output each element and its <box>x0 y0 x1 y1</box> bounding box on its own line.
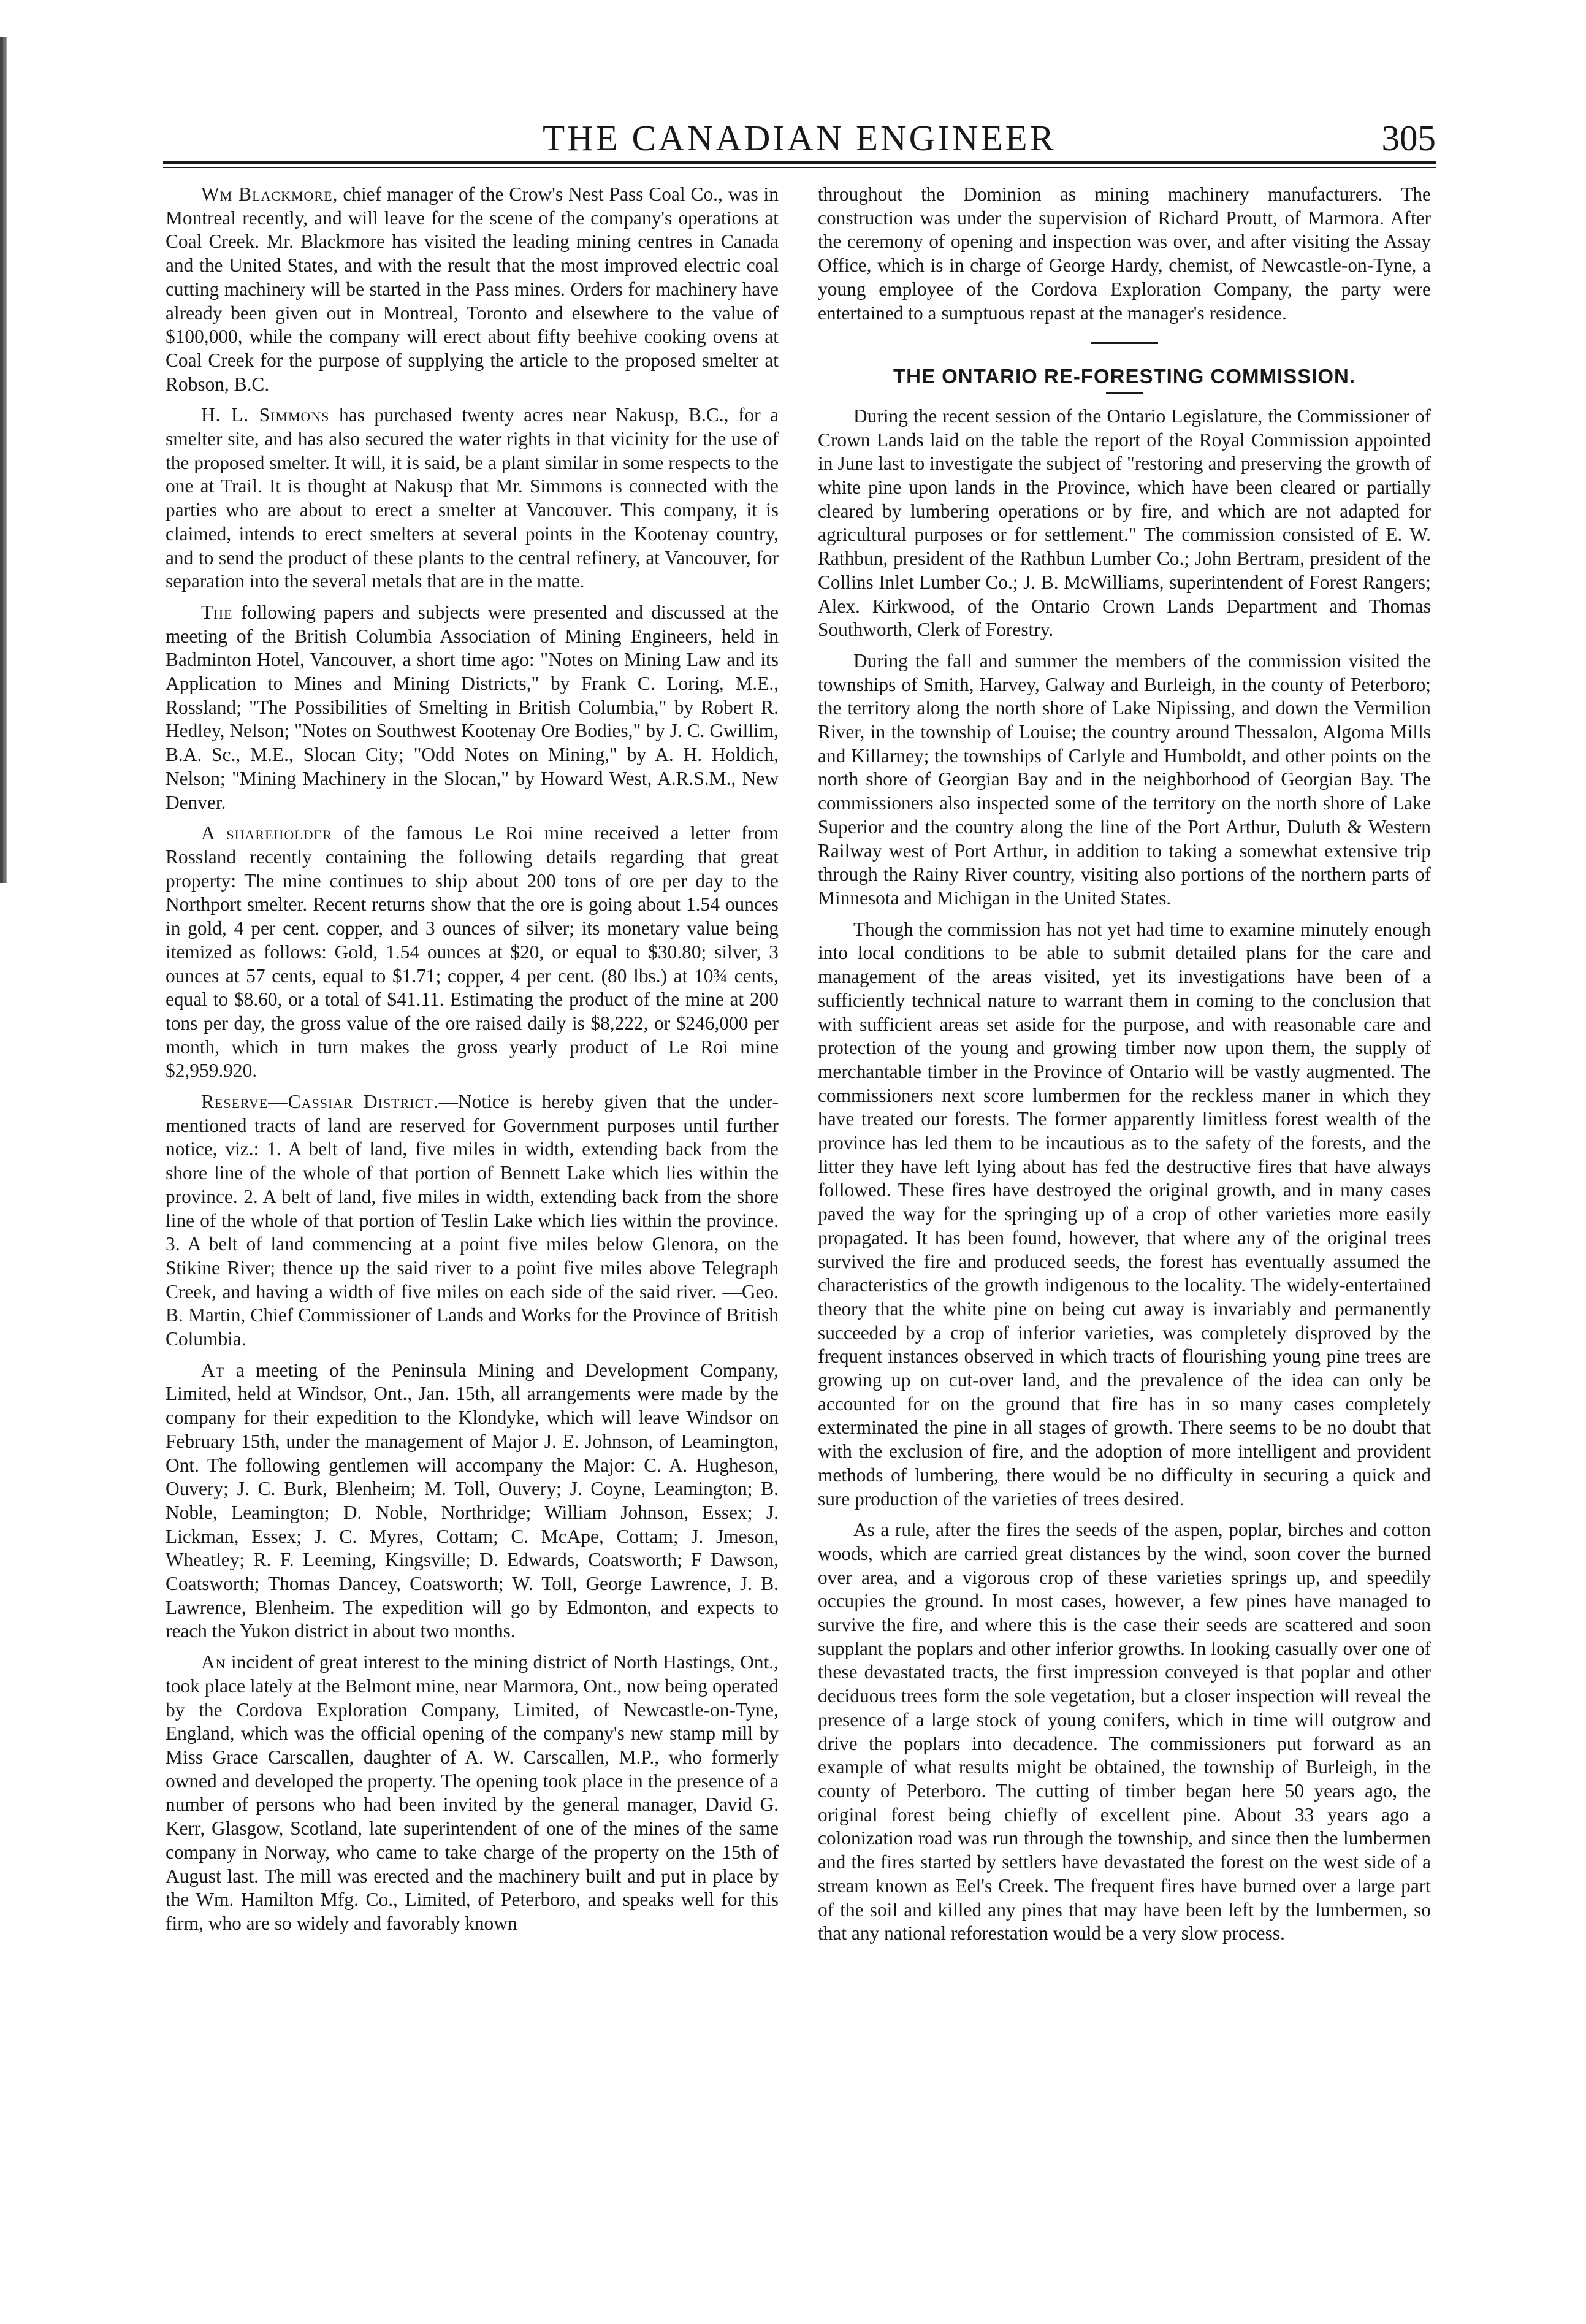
lead-in: At <box>201 1359 225 1381</box>
paragraph-cassiar-reserve <box>166 1090 779 1351</box>
paragraph-peninsula-mining <box>166 1359 779 1643</box>
lead-in: H. L. Simmons <box>201 404 330 426</box>
paragraph-commission-report: During the recent session of the Ontario Legislature, the Commissioner of Crown Lands laid on the table the report of the Royal Commission appointed in June last to investigate the subject of "restoring and preserving the growth of white pine upon lands in the Province, which have been cleared or partially cleared by lumbering operations or by fire, and which are not adapted for agricultural purposes or for settlement." The commission consisted of E. W. Rathbun, president of the Rathbun Lumber Co.; John Bertram, president of the Collins Inlet Lumber Co.; J. B. McWilliams, superintendent of Forest Rangers; Alex. Kirkwood, of the Ontario Crown Lands Department and Thomas Southworth, Clerk of Forestry. <box>818 405 1431 641</box>
paragraph-text: incident of great interest to the mining district of North Hastings, Ont., took place lately at the Belmont mine, near Marmora, Ont., now being operated by the Cordova Exploration Company, Limited, of Newcastle-on-Tyne, England, which was the official opening of the company's new stamp mill by Miss Grace Carscallen, daughter of A. W. Carscallen, M.P., who formerly owned and developed the property. The opening took place in the presence of a number of persons who had been invited by the general manager, David G. Kerr, Glasgow, Scotland, late superintendent of one of the mines of the same company in Norway, who came to take charge of the property on the 15th of August last. The mill was erected and the machinery built and put in place by the Wm. Hamilton Mfg. Co., Limited, of Peterboro, and speaks well for this firm, who are so widely and favorably known <box>166 1651 779 1934</box>
paragraph-belmont-mine <box>166 1651 779 1935</box>
paragraph-after-fires: As a rule, after the fires the seeds of the aspen, poplar, birches and cotton woods, which are carried great distances by the wind, soon cover the burned over area, and a vigorous crop of these varieties springs up, and speedily occupies the ground. In most cases, however, a few pines have managed to survive the fire, and where this is the case their seeds are scattered and soon supplant the poplars and other inferior growths. In looking casually over one of these devastated tracts, the first impression conveyed is that poplar and other deciduous trees form the sole vegetation, but a closer inspection will reveal the presence of a large stock of young conifers, which in time will outgrow and drive the poplars into decadence. The commissioners put forward as an example of what results might be obtained, the township of Burleigh, in the county of Peterboro. The cutting of timber began here 50 years ago, the original forest being chiefly of excellent pine. About 33 years ago a colonization road was run through the township, and since then the lumbermen and the fires started by settlers have devastated the forest on the west side of a stream known as Eel's Creek. The frequent fires have burned over a large part of the soil and killed any pines that may have been left by the lumbermen, so that any national reforestation would be a very slow process. <box>818 1519 1431 1944</box>
paragraph-text: , chief manager of the Crow's Nest Pass Coal Co., was in Montreal recently, and will leave for the scene of the company's operations at Coal Creek. Mr. Blackmore has visited the leading mining centres in Canada and the United States, and with the result that the most improved electric coal cutting machinery will be started in the Pass mines. Orders for machinery have already been given out in Montreal, Toronto and elsewhere to the value of $100,000, while the company will erect about fifty beehive cooking ovens at Coal Creek for the purpose of supplying the article to the proposed smelter at Robson, B.C. <box>166 183 779 395</box>
right-column <box>818 183 1431 1946</box>
paragraph-simmons <box>166 403 779 594</box>
paragraph-commission-visits: During the fall and summer the members of the commission visited the townships of Smith, Harvey, Galway and Burleigh, in the county of Peterboro; the territory along the north shore of Lake Nipissing, and down the Vermilion River, in the township of Louise; the country around Thessalon, Algoma Mills and Killarney; the townships of Carlyle and Humboldt, and other points on the north shore of Georgian Bay and in the neighborhood of Georgian Bay. The commissioners also inspected some of the territory on the north shore of Lake Superior and the country along the line of the Port Arthur, Duluth & Western Railway west of Port Arthur, in addition to taking a somewhat extensive trip through the Rainy River country, visiting also portions of the northern parts of Minnesota and Michigan in the United States. <box>818 649 1431 909</box>
paragraph-text: of the famous Le Roi mine received a letter from Rossland recently containing the following details regarding that great property: The mine continues to ship about 200 tons of ore per day to the Northport smelter. Recent returns show that the ore is going about 1.54 ounces in gold, 4 per cent. copper, and 3 ounces of silver; its monetary value being itemized as follows: Gold, 1.54 ounces at $20, or equal to $30.80; silver, 3 ounces at 57 cents, equal to $1.71; copper, 4 per cent. (80 lbs.) at 10¾ cents, equal to $8.60, or a total of $41.11. Estimating the product of the mine at 200 tons per day, the gross value of the ore raised daily is $8,222, or $246,000 per month, which in turn makes the gross yearly product of Le Roi mine $2,959.920. <box>166 822 779 1082</box>
lead-in: Wm Blackmore <box>201 183 333 205</box>
section-divider <box>1091 342 1158 344</box>
page-number: 305 <box>1381 118 1436 158</box>
lead-in: Reserve—Cassiar District. <box>201 1091 439 1113</box>
heading-rule <box>1106 392 1143 394</box>
paragraph-text: following papers and subjects were presented and discussed at the meeting of the British Columbia Association of Mining Engineers, held in Badminton Hotel, Vancouver, a short time ago: "Notes on Mining Law and its Application to Mines and Mining Districts," by Frank C. Loring, M.E., Rossland; "The Possibilities of Smelting in British Columbia," by Robert R. Hedley, Nelson; "Notes on Southwest Kootenay Ore Bodies," by J. C. Gwillim, B.A. Sc., M.E., Slocan City; "Odd Notes on Mining," by A. H. Holdich, Nelson; "Mining Machinery in the Slocan," by Howard West, A.R.S.M., New Denver. <box>166 601 779 813</box>
paragraph-text: a meeting of the Peninsula Mining and Development Company, Limited, held at Windsor, Ont., Jan. 15th, all arrangements were made by the company for their expedition to the Klondyke, which will leave Windsor on February 15th, under the management of Major J. E. Johnson, of Leamington, Ont. The following gentlemen will accompany the Major: C. A. Hugheson, Ouvery; J. C. Burk, Blenheim; M. Toll, Ouvery; J. Coyne, Leamington; B. Noble, Leamington; D. Noble, Northridge; William Johnson, Essex; J. Lickman, Essex; J. C. Myres, Cottam; C. McApe, Cottam; J. Jmeson, Wheatley; R. F. Leeming, Kingsville; D. Edwards, Coatsworth; F Dawson, Coatsworth; Thomas Dancey, Coatsworth; W. Toll, George Lawrence, J. B. Lawrence, Blenheim. The expedition will go by Edmonton, and expects to reach the Yukon district in about two months. <box>166 1359 779 1642</box>
header-rule-thick <box>163 161 1436 164</box>
paragraph-text: has purchased twenty acres near Nakusp, B.C., for a smelter site, and has also secured the water rights in that vicinity for the use of the proposed smelter. It will, it is said, be a plant similar in some respects to the one at Trail. It is thought at Nakusp that Mr. Simmons is connected with the parties who are about to erect a smelter at Vancouver. This company, it is claimed, intends to erect smelters at several points in the Kootenay country, and to send the product of these plants to the central refinery, at Vancouver, for separation into the several metals that are in the matte. <box>166 404 779 592</box>
publication-title: THE CANADIAN ENGINEER <box>543 118 1056 158</box>
scan-edge-artifact <box>0 37 10 883</box>
paragraph-commission-findings: Though the commission has not yet had time to examine minutely enough into local conditions to be able to submit detailed plans for the care and management of the areas visited, yet its investigations have been of a sufficiently technical nature to warrant them in coming to the conclusion that with sufficient areas set aside for the purpose, and with reasonable care and protection of the young and growing timber now upon them, the supply of merchantable timber in the Province of Ontario will be vastly augmented. The commissioners next score lumbermen for the reckless maner in which they have treated our forests. The former apparently limitless forest wealth of the province has led them to be incautious as to the safety of the forests, and the litter they have left lying about has fed the destructive fires that have always followed. These fires have destroyed the original growth, and in many cases paved the way for the springing up of a crop of other varieties more easily propagated. It has been found, however, that where any of the original trees survived the fire and produced seeds, the forest has eventually assumed the characteristics of the growth indigenous to the locality. The widely-entertained theory that the white pine on being cut away is invariably and permanently succeeded by a crop of inferior varieties, was completely disproved by the frequent instances observed in which tracts of flourishing young pine trees are growing up on cut-over land, and the prevalence of the idea can only be accounted for on the ground that fire has in so many cases completely exterminated the pine in all stages of growth. There seems to be no doubt that with the exclusion of fire, and the adoption of more intelligent and provident methods of lumbering, there would be no difficulty in securing a quick and sure production of the varieties of trees desired. <box>818 918 1431 1510</box>
paragraph-mining-papers <box>166 601 779 814</box>
paragraph-blackmore <box>166 183 779 396</box>
lead-in: An <box>201 1651 226 1673</box>
header-rule-thin <box>163 167 1436 168</box>
page-header <box>163 113 1436 162</box>
left-column <box>166 183 779 1936</box>
lead-in: The <box>201 601 233 623</box>
paragraph-continuation: throughout the Dominion as mining machinery manufacturers. The construction was under the supervision of Richard Proutt, of Marmora. After the ceremony of opening and inspection was over, and after visiting the Assay Office, which is in charge of George Hardy, chemist, of Newcastle-on-Tyne, a young employee of the Cordova Exploration Company, the party were entertained to a sumptuous repast at the manager's residence. <box>818 183 1431 324</box>
paragraph-text: —Notice is hereby given that the under-mentioned tracts of land are reserved for Government purposes until further notice, viz.: 1. A belt of land, five miles in width, extending back from the shore line of the whole of that portion of Bennett Lake which lies within the province. 2. A belt of land, five miles in width, extending back from the shore line of the whole of that portion of Teslin Lake which lies within the province. 3. A belt of land commencing at a point five miles below Glenora, on the Stikine River; thence up the said river to a point five miles above Telegraph Creek, and having a width of five miles on each side of the said river. —Geo. B. Martin, Chief Commissioner of Lands and Works for the Province of British Columbia. <box>166 1091 779 1350</box>
lead-in: A shareholder <box>201 822 332 844</box>
article-heading: THE ONTARIO RE-FORESTING COMMISSION. <box>893 365 1356 388</box>
paragraph-le-roi <box>166 822 779 1083</box>
